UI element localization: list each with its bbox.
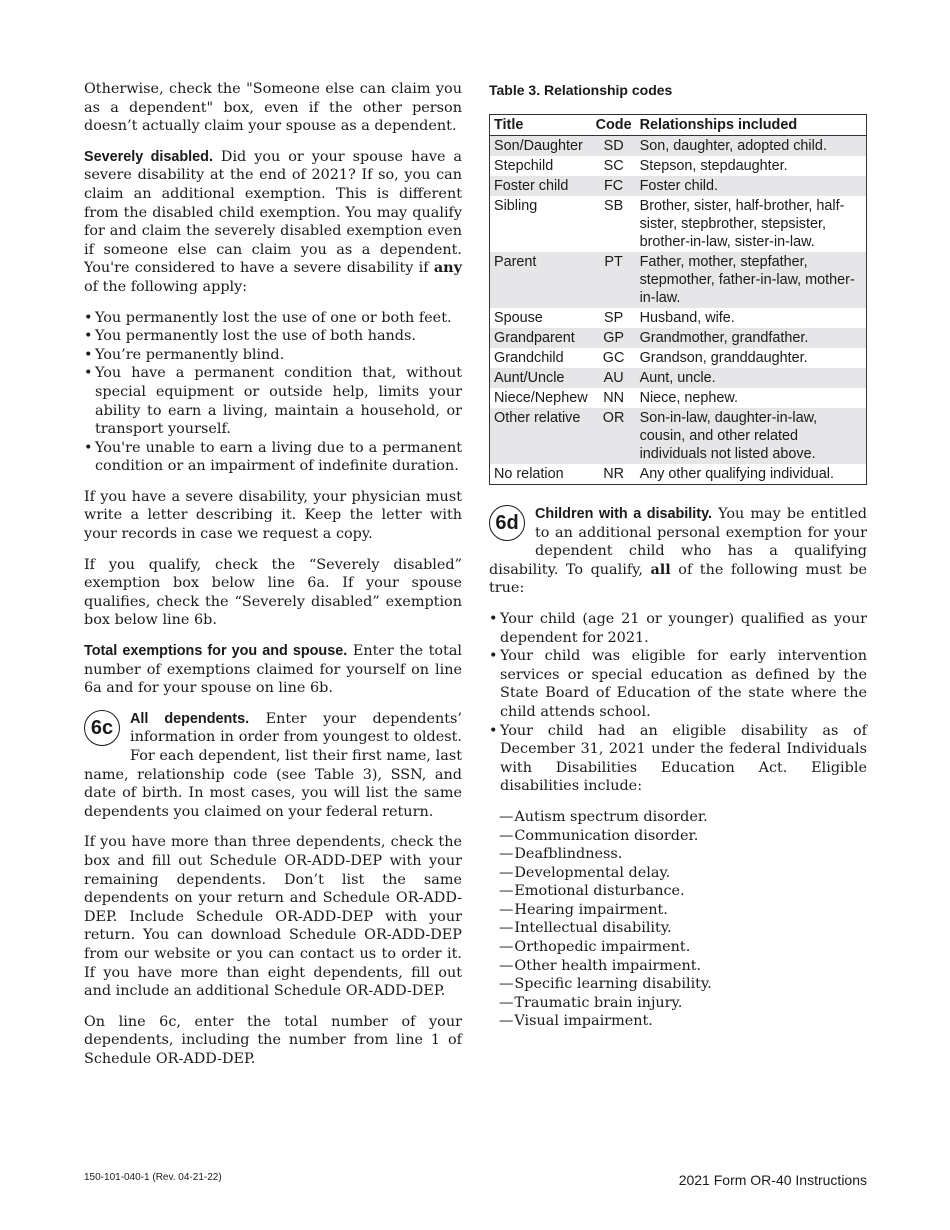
total-exemptions-paragraph: Total exemptions for you and spouse. Enter the total number of exemptions claimed for yourself on line 6a and for your spouse on line 6b. (84, 643, 463, 697)
column-header-code: Code (592, 115, 636, 136)
relationship-codes-table (489, 114, 867, 485)
table-header-row (490, 115, 867, 136)
children-disability-heading: Children with a disability. (535, 506, 713, 522)
table-row: Foster child FC Foster child. (490, 176, 867, 196)
table-row: Son/Daughter SD Son, daughter, adopted child. (490, 136, 867, 157)
list-item: — Autism spectrum disorder. (499, 808, 867, 827)
table-row: Grandchild GC Grandson, granddaughter. (494, 350, 808, 366)
list-item: • You permanently lost the use of one or both feet. (84, 309, 462, 328)
line-6c-badge: 6c (84, 710, 120, 746)
table-row: Aunt/Uncle AU Aunt, uncle. (490, 368, 867, 388)
severely-disabled-heading: Severely disabled. (84, 148, 213, 165)
list-item: • You’re permanently blind. (84, 346, 462, 365)
footer-form-title: 2021 Form OR-40 Instructions (678, 1172, 867, 1188)
table-row: Stepchild SC Stepson, stepdaughter. (494, 158, 788, 174)
more-dependents-paragraph: If you have more than three dependents, check the box and fill out Schedule OR-ADD-DEP with your remaining dependents. Don’t list the same dependents on your return and Schedule OR-ADD-DEP. Include Schedule OR-ADD-DEP with your return. You can download Schedule OR-ADD-DEP from our website or you can contact us to order it. If you have more than eight dependents, fill out and include an additional Schedule OR-ADD-DEP. (84, 834, 462, 1000)
qualify-paragraph: If you qualify, check the “Severely disabled” exemption box below line 6a. If your spouse qualifies, check the “Severely disabled” exemption box below line 6b. (84, 556, 462, 629)
table-row: Spouse SP Husband, wife. (494, 310, 735, 326)
list-item: • You have a permanent condition that, without special equipment or outside help, limits your ability to earn a living, maintain a household, or transport yourself. (84, 364, 462, 438)
list-item: • Your child had an eligible disability as of December 31, 2021 under the federal Individuals with Disabilities Education Act. Eligible disabilities include: (489, 722, 867, 796)
list-item: • Your child (age 21 or younger) qualified as your dependent for 2021. (489, 610, 867, 647)
list-item: • You're unable to earn a living due to a permanent condition or an impairment of indefinite duration. (84, 439, 462, 476)
intro-paragraph: Otherwise, check the "Someone else can claim you as a dependent" box, even if the other person doesn’t actually claim your spouse as a dependent. (84, 81, 462, 135)
column-header-title: Title (490, 115, 592, 136)
children-disability-paragraph: 6d Children with a disability. You may be entitled to an additional personal exemption for your dependent child who has a qualifying disability. To qualify, all of the following must be true: (489, 506, 868, 597)
all-dependents-paragraph: 6c All dependents. Enter your dependents’ information in order from youngest to oldest. For each dependent, list their first name, last name, relationship code (see Table 3), SSN, and date of birth. In most cases, you will list the same dependents you claimed on your federal return. (84, 710, 462, 820)
physician-paragraph: If you have a severe disability, your physician must write a letter describing it. Keep the letter with your records in case we request a copy. (84, 488, 462, 543)
list-item: — Deafblindness. (499, 845, 867, 864)
list-item: • You permanently lost the use of both hands. (84, 327, 462, 346)
list-item: — Communication disorder. (499, 827, 867, 846)
table-row: Niece/Nephew NN Niece, nephew. (494, 390, 738, 406)
table-row: Sibling SB Brother, sister, half-brother, half-sister, stepbrother, stepsister, brother-in-law, sister-in-law. (494, 198, 845, 250)
list-item: — Other health impairment. (499, 957, 867, 976)
child-qualification-list (489, 610, 867, 796)
table-row: No relation NR Any other qualifying individual. (494, 466, 834, 482)
line-6c-paragraph: On line 6c, enter the total number of your dependents, including the number from line 1 of Schedule OR-ADD-DEP. (84, 1013, 462, 1067)
eligible-disabilities-list (489, 808, 867, 1031)
list-item: — Specific learning disability. (499, 975, 867, 994)
list-item: — Traumatic brain injury. (499, 994, 867, 1013)
list-item: — Hearing impairment. (499, 901, 867, 920)
list-item: — Emotional disturbance. (499, 882, 867, 901)
list-item: — Orthopedic impairment. (499, 938, 867, 957)
total-exemptions-heading: Total exemptions for you and spouse. (84, 643, 348, 660)
footer-form-number: 150-101-040-1 (Rev. 04-21-22) (84, 1172, 222, 1183)
right-column (489, 80, 867, 1031)
column-header-relationships: Relationships included (636, 115, 867, 136)
severe-disability-list (84, 309, 462, 476)
severely-disabled-paragraph: Severely disabled. Did you or your spouse have a severe disability at the end of 2021? If so, you can claim an additional exemption. This is different from the disabled child exemption. You may qualify for and claim the severely disabled exemption even if someone else can claim you as a dependent. You're considered to have a severe disability if any of the following apply: (84, 148, 462, 295)
table-title: Table 3. Relationship codes (489, 82, 673, 98)
table-row: Parent PT Father, mother, stepfather, stepmother, father-in-law, mother-in-law. (490, 252, 867, 308)
list-item: — Visual impairment. (499, 1012, 867, 1031)
table-row: Other relative OR Son-in-law, daughter-in-law, cousin, and other related individuals not listed above. (490, 408, 867, 464)
line-6d-badge: 6d (489, 505, 525, 541)
list-item: — Intellectual disability. (499, 919, 867, 938)
list-item: — Developmental delay. (499, 864, 867, 883)
left-column (84, 80, 462, 1081)
table-row: Grandparent GP Grandmother, grandfather. (490, 328, 867, 348)
all-dependents-heading: All dependents. (130, 710, 250, 727)
list-item: • Your child was eligible for early intervention services or special education as defined by the State Board of Education of the state where the child attends school. (489, 647, 867, 721)
